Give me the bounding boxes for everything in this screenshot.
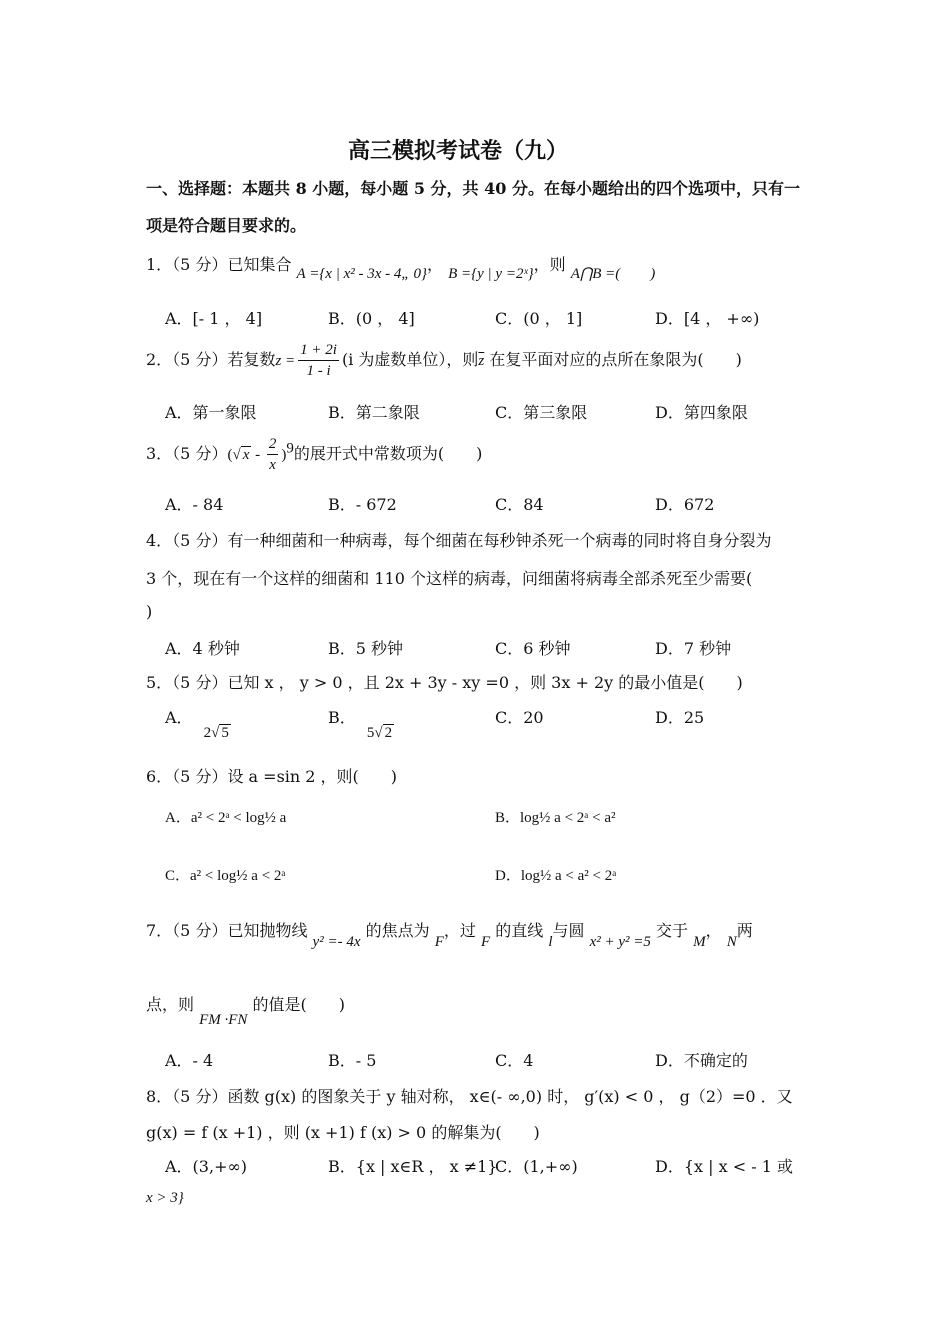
q4-stem-line3: ) (146, 602, 153, 621)
q5-option-a-label: A． (165, 708, 193, 727)
q6-option-d[interactable]: D．log½ a < a² < 2ᵃ (495, 868, 617, 884)
q5-option-b-coef: 5 (366, 725, 375, 741)
q3-open-paren: ( (227, 447, 233, 463)
q7-stem (146, 918, 753, 950)
q7-circle: x² + y² =5 (589, 934, 651, 950)
q7-option-a[interactable]: A．- 4 (165, 1051, 214, 1070)
q3-denominator: x (269, 457, 276, 473)
q1-set-b: B ={y | y =2ˣ} (448, 266, 534, 282)
q7-t7: 两 (736, 921, 753, 940)
q2-denominator: 1 - i (306, 363, 331, 379)
q5-stem: 5．（5 分）已知 x ， y > 0 ，且 2x + 3y - xy =0 ，则 3x + 2y 的最小值是( ) (146, 673, 743, 692)
q3-option-c[interactable]: C．84 (495, 495, 544, 514)
q3-option-d[interactable]: D．672 (655, 495, 715, 514)
section-heading-cont: 项是符合题目要求的。 (146, 216, 307, 235)
q4-stem-line2: 3 个，现在有一个这样的细菌和 110 个这样的病毒，问细菌将病毒全部杀死至少需要( (146, 569, 753, 588)
q5-option-d[interactable]: D．25 (655, 708, 705, 727)
page-title: 高三模拟考试卷（九） (348, 138, 569, 164)
q8-stem-line2: g(x) = f (x +1) ，则 (x +1) f (x) > 0 的解集为( ) (146, 1123, 540, 1142)
q7-t3: 的直线 (495, 921, 544, 940)
q6-stem: 6．（5 分）设 a =sin 2 ，则( ) (146, 767, 398, 786)
q7-stem-line2 (146, 992, 346, 1028)
q2-z: z = (275, 353, 296, 369)
q8-option-d[interactable]: D．{x | x < - 1 或 (655, 1157, 793, 1176)
q6-option-c[interactable]: C．a² < log½ a < 2ᵃ (165, 868, 286, 884)
q7-line2a: 点，则 (146, 995, 195, 1014)
q3-close-paren: ) (281, 447, 287, 463)
q3-sqrt-x: x (242, 447, 250, 463)
q2-rest2: 在复平面对应的点所在象限为( ) (489, 350, 742, 369)
q5-option-a-coef: 2 (203, 725, 212, 741)
q4-option-a[interactable]: A．4 秒钟 (165, 639, 240, 658)
q1-option-c[interactable]: C．(0 ， 1] (495, 309, 583, 328)
q2-stem (146, 340, 742, 381)
q7-t2: ，过 (443, 921, 476, 940)
q3-fraction (267, 434, 279, 475)
q3-power: 9 (286, 440, 294, 457)
q1-stem (146, 252, 656, 282)
q3-option-a[interactable]: A．- 84 (165, 495, 224, 514)
q1-expr: A⋂B =( ) (570, 266, 656, 282)
q3-minus: - (251, 447, 264, 463)
q1-then: ，则 (533, 255, 566, 274)
q5-option-b-rad: 2 (384, 725, 393, 741)
q2-fraction (298, 340, 339, 381)
q8-option-c[interactable]: C．(1,+∞) (495, 1157, 578, 1176)
q1-stem-text: 1．（5 分）已知集合 (146, 255, 292, 274)
q8-option-d-cont: x > 3} (146, 1190, 184, 1206)
q7-focus-f2: F (480, 934, 491, 950)
q7-parabola: y² =- 4x (312, 934, 361, 950)
q8-option-b[interactable]: B．{x | x∈R ， x ≠1} (328, 1157, 498, 1176)
q3-option-b[interactable]: B．- 672 (328, 495, 397, 514)
q7-stem-text: 7．（5 分）已知抛物线 (146, 921, 308, 940)
q7-option-b[interactable]: B．- 5 (328, 1051, 377, 1070)
q2-option-d[interactable]: D．第四象限 (655, 403, 748, 422)
q7-line2b: 的值是( ) (252, 995, 346, 1014)
q7-point-m: M (693, 934, 706, 950)
q4-stem-line1: 4．（5 分）有一种细菌和一种病毒，每个细菌在每秒钟杀死一个病毒的同时将自身分裂为 (146, 531, 772, 550)
q5-option-a-value: 2√ 5 (203, 725, 229, 741)
q5-option-c[interactable]: C．20 (495, 708, 544, 727)
q6-option-b[interactable]: B．log½ a < 2ᵃ < a² (495, 810, 616, 826)
q4-option-c[interactable]: C．6 秒钟 (495, 639, 571, 658)
q7-t6: ， (705, 921, 722, 940)
q2-stem-text: 2．（5 分）若复数 (146, 350, 276, 369)
q7-t1: 的焦点为 (365, 921, 430, 940)
q5-option-a[interactable] (165, 705, 229, 741)
q1-set-a: A ={x | x² - 3x - 4„ 0} (296, 266, 427, 282)
q7-option-c[interactable]: C．4 (495, 1051, 534, 1070)
q3-stem-text: 3．（5 分） (146, 444, 228, 463)
q5-option-b[interactable] (328, 705, 393, 741)
q2-rest: (i 为虚数单位），则 (341, 350, 479, 369)
q2-numerator: 1 + 2i (298, 340, 339, 361)
q2-option-b[interactable]: B．第二象限 (328, 403, 420, 422)
q5-option-b-label: B． (328, 708, 356, 727)
q7-option-d[interactable]: D．不确定的 (655, 1051, 748, 1070)
q6-option-a[interactable]: A．a² < 2ᵃ < log½ a (165, 810, 287, 826)
section-heading: 一、选择题：本题共 8 小题，每小题 5 分，共 40 分。在每小题给出的四个选项中，只有一 (146, 179, 800, 198)
q4-option-d[interactable]: D．7 秒钟 (655, 639, 732, 658)
q1-sep: ， (426, 255, 443, 274)
q3-numerator: 2 (267, 434, 279, 455)
q1-option-a[interactable]: A．[- 1 ， 4] (165, 309, 263, 328)
q5-option-a-rad: 5 (221, 725, 229, 741)
q7-t4: 与圆 (552, 921, 585, 940)
q7-focus-f1: F (434, 934, 444, 950)
q7-dot-product: FM ·FN (199, 1012, 248, 1028)
q3-stem: 3．（5 分）(√ x - $\frac{2}{x}$ )9的展开式中常数项为( ) (146, 436, 483, 473)
q3-rest: 的展开式中常数项为( ) (293, 444, 483, 463)
q7-line-l: l (548, 934, 553, 950)
q5-option-b-value: 5√ 2 (366, 725, 393, 741)
q8-option-a[interactable]: A．(3,+∞) (165, 1157, 248, 1176)
q2-zbar: $\overline{z}$ (478, 353, 485, 369)
q8-stem-line1: 8．（5 分）函数 g(x) 的图象关于 y 轴对称， x∈(- ∞,0) 时， g′(x) < 0 ， g（2）=0 ．又 (146, 1087, 793, 1106)
q7-point-n: N (726, 934, 737, 950)
q1-option-d[interactable]: D．[4 ， +∞) (655, 309, 760, 328)
q2-option-a[interactable]: A．第一象限 (165, 403, 257, 422)
q7-t5: 交于 (656, 921, 689, 940)
q1-option-b[interactable]: B．(0 ， 4] (328, 309, 415, 328)
q4-option-b[interactable]: B．5 秒钟 (328, 639, 404, 658)
q2-option-c[interactable]: C．第三象限 (495, 403, 588, 422)
